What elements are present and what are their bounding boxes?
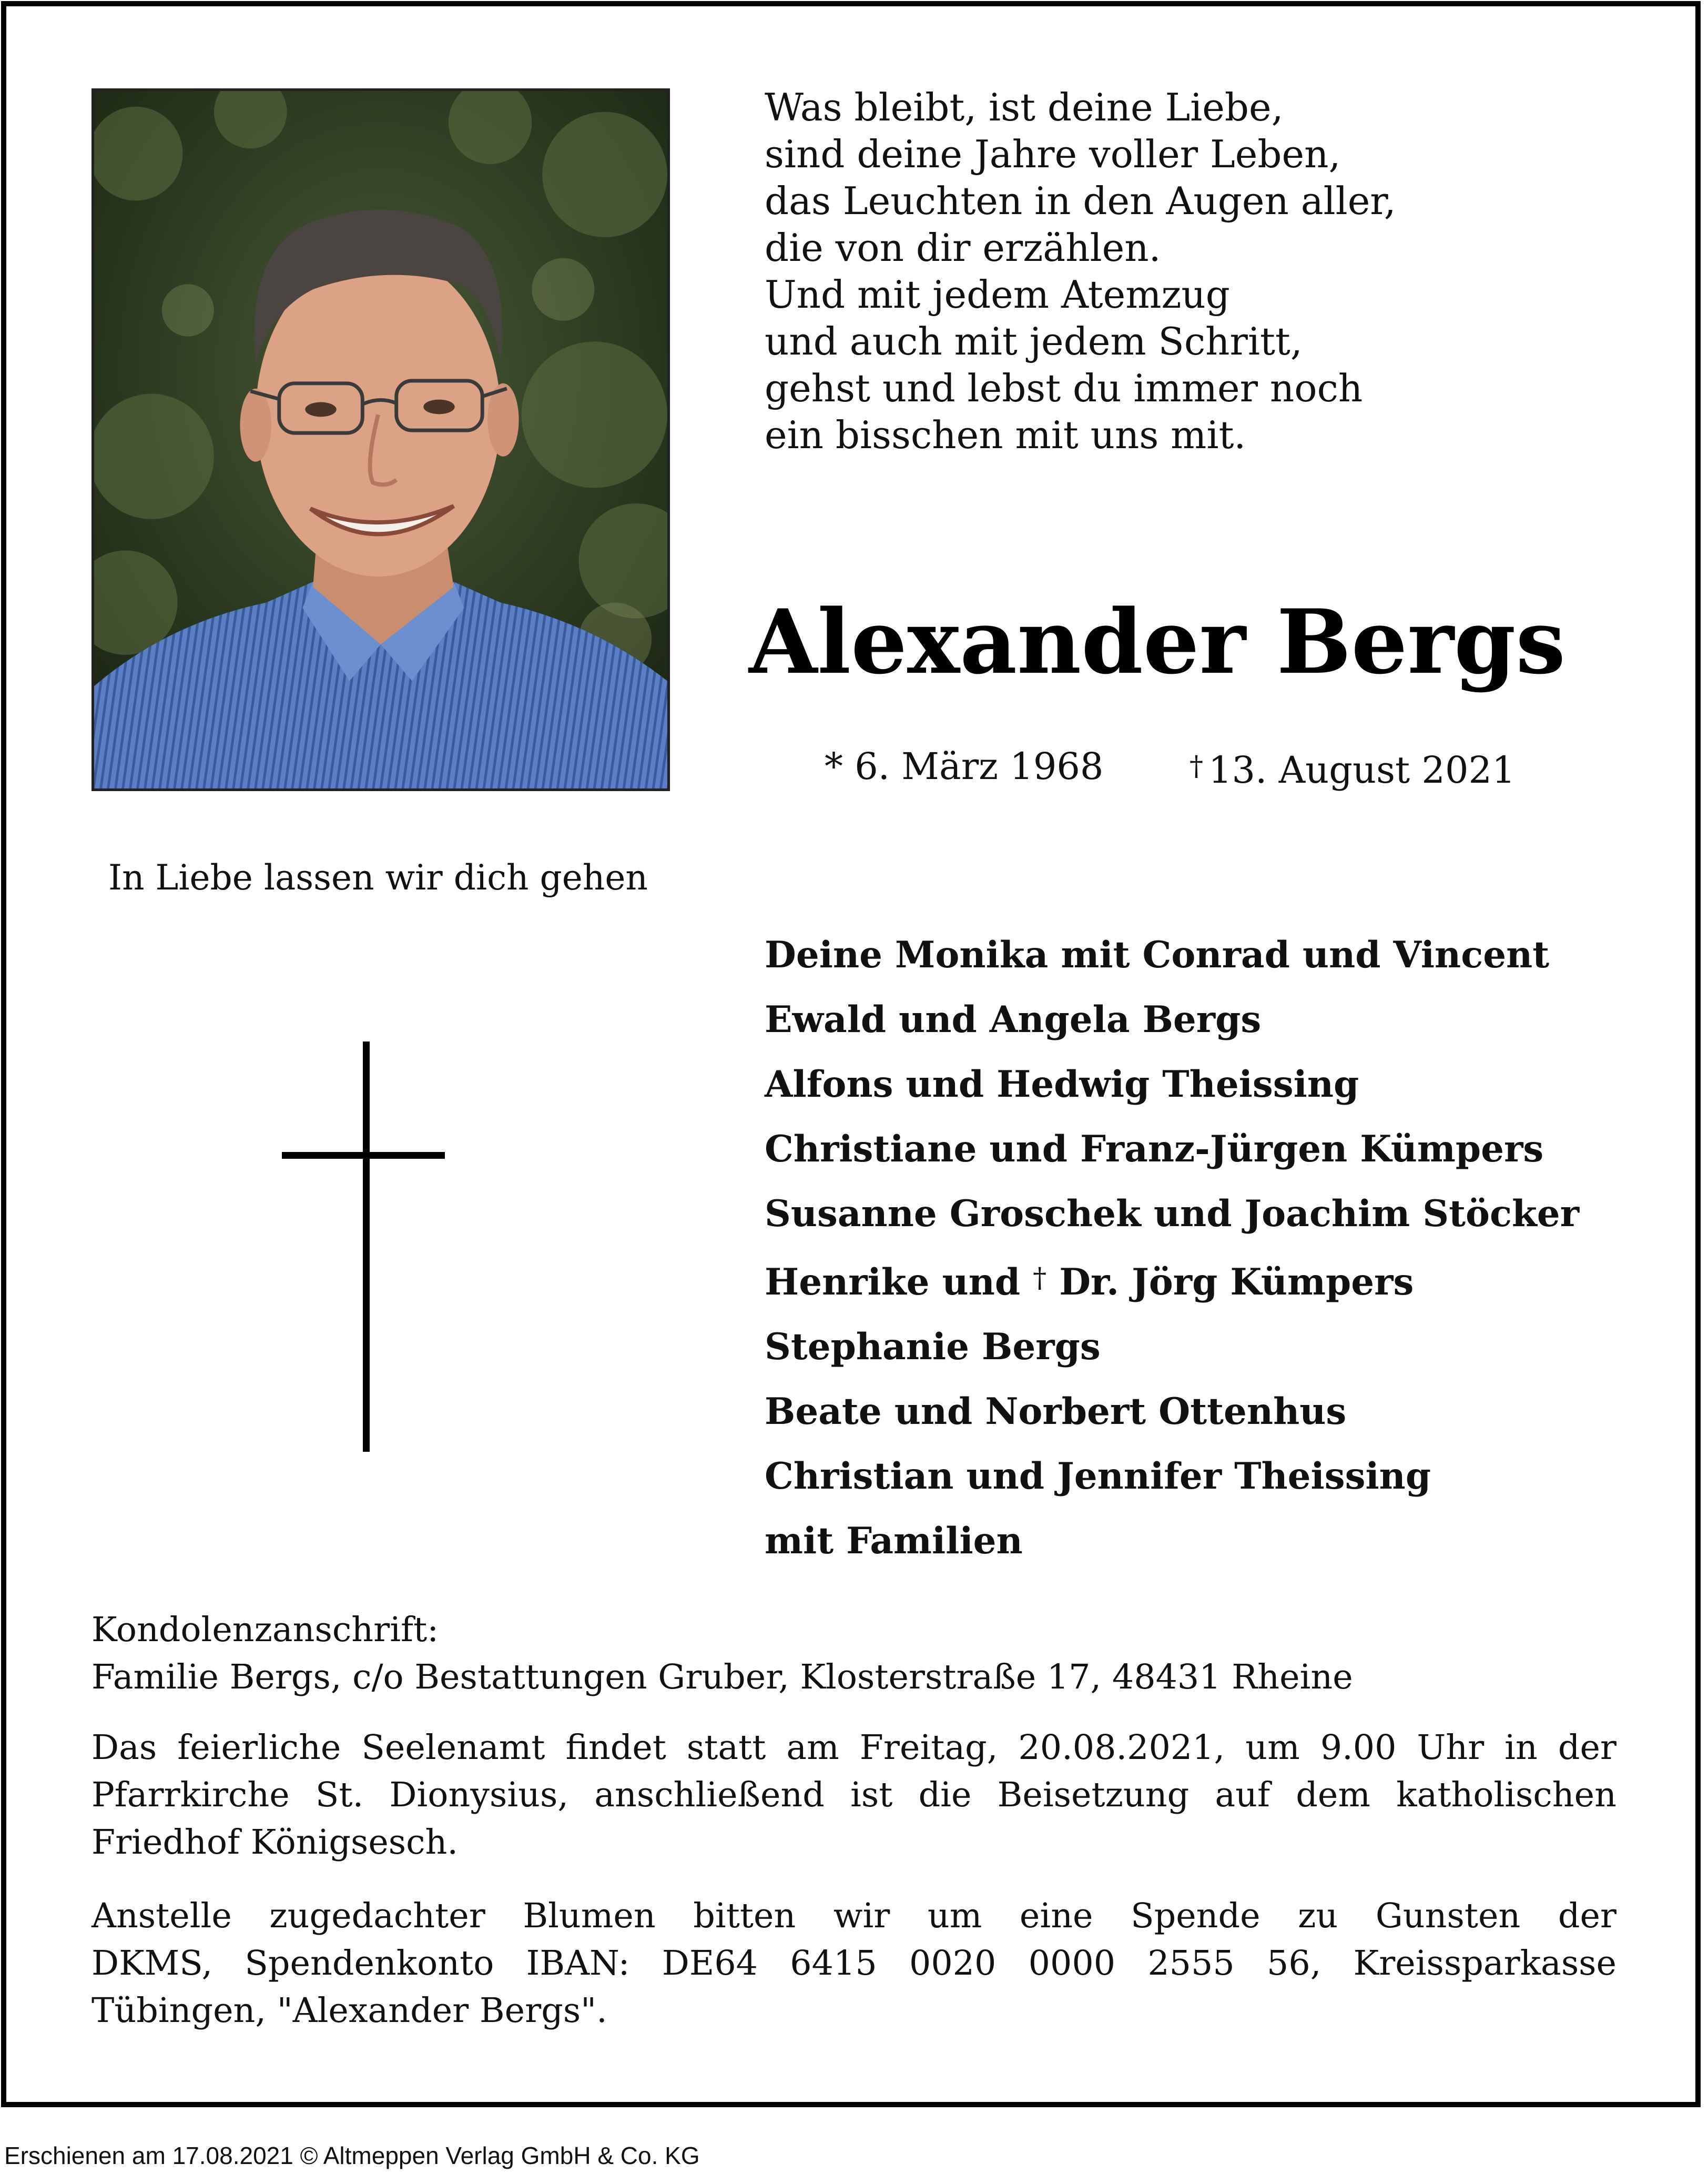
service-info [92, 1724, 1616, 1866]
mourner-line [765, 1246, 1579, 1314]
birth-date [825, 743, 1103, 790]
poem [765, 84, 1659, 459]
portrait-illustration [94, 91, 667, 788]
service-line: Pfarrkirche St. Dionysius, anschließend ist die Beisetzung auf dem katholischen [92, 1775, 1616, 1815]
service-line: Das feierliche Seelenamt findet statt am Freitag, 20.08.2021, um 9.00 Uhr in der [92, 1728, 1616, 1767]
condolence-label: Kondolenzanschrift: [92, 1610, 439, 1650]
mourner-line: Susanne Groschek und Joachim Stöcker [765, 1192, 1580, 1235]
donation-line: DKMS, Spendenkonto IBAN: DE64 6415 0020 0000 2555 56, Kreissparkasse [92, 1944, 1616, 1983]
donation-line: Tübingen, "Alexander Bergs". [92, 1991, 607, 2030]
mourner-line-part: Henrike und [765, 1261, 1021, 1303]
mourner-line: Christian und Jennifer Theissing [765, 1455, 1431, 1498]
poem-line: ein bisschen mit uns mit. [765, 413, 1246, 457]
poem-line: sind deine Jahre voller Leben, [765, 132, 1341, 176]
mourner-line: Alfons und Hedwig Theissing [765, 1063, 1359, 1106]
poem-line: und auch mit jedem Schritt, [765, 319, 1303, 363]
death-date-text: 13. August 2021 [1208, 749, 1516, 792]
condolence-address [92, 1606, 1616, 1701]
mourner-line: Beate und Norbert Ottenhus [765, 1390, 1347, 1433]
mourner-line: Christiane und Franz-Jürgen Kümpers [765, 1128, 1544, 1170]
portrait-photo [92, 88, 670, 791]
dagger-icon: † [1190, 751, 1203, 782]
poem-line: das Leuchten in den Augen aller, [765, 179, 1396, 223]
mourner-line: Deine Monika mit Conrad und Vincent [765, 934, 1550, 976]
death-date [1190, 743, 1516, 794]
donation-line: Anstelle zugedachter Blumen bitten wir um eine Spende zu Gunsten der [92, 1896, 1616, 1936]
mourner-line: Ewald und Angela Bergs [765, 998, 1262, 1041]
publication-footer: Erschienen am 17.08.2021 © Altmeppen Verlag GmbH & Co. KG [4, 2142, 700, 2169]
poem-line: Und mit jedem Atemzug [765, 272, 1230, 317]
dagger-icon: † [1033, 1262, 1047, 1294]
mourner-line: Stephanie Bergs [765, 1326, 1101, 1368]
deceased-name: Alexander Bergs [749, 590, 1566, 694]
cross-icon [282, 1042, 450, 1452]
service-line: Friedhof Königsesch. [92, 1823, 459, 1862]
poem-line: Was bleibt, ist deine Liebe, [765, 85, 1284, 129]
poem-line: gehst und lebst du immer noch [765, 366, 1363, 410]
mourners-list [765, 923, 1579, 1573]
mourner-line: mit Familien [765, 1520, 1023, 1562]
donation-info [92, 1893, 1616, 2035]
condolence-address-text: Familie Bergs, c/o Bestattungen Gruber, Klosterstraße 17, 48431 Rheine [92, 1657, 1353, 1697]
mourner-line-part: Dr. Jörg Kümpers [1059, 1261, 1414, 1303]
birth-date-text: 6. März 1968 [855, 745, 1104, 788]
birth-symbol: * [825, 745, 843, 788]
motto: In Liebe lassen wir dich gehen [108, 857, 648, 898]
poem-line: die von dir erzählen. [765, 226, 1161, 270]
